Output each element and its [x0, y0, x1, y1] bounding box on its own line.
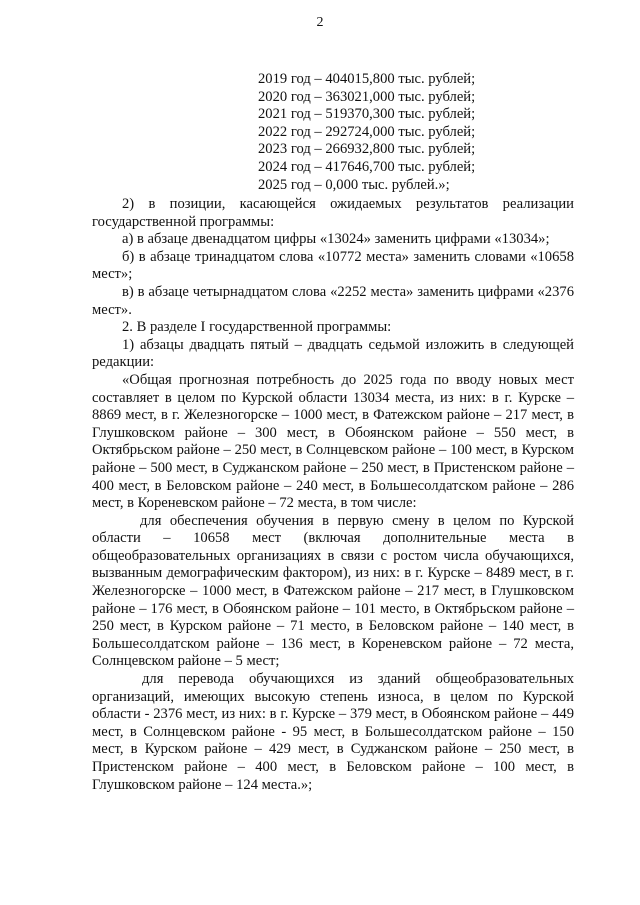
funding-by-year-list	[258, 71, 558, 194]
paragraph-item-1: 1) абзацы двадцать пятый – двадцать седьмой изложить в следующей редакции:	[92, 336, 574, 371]
paragraph-first-shift: для обеспечения обучения в первую смену в целом по Курской области – 10658 мест (включая дополнительные места в общеобразовательных организациях в связи с ростом числа обучающихся, вызванным демографическим фактором), из них: в г. Курске – 8489 мест, в г. Железногорске – 1000 мест, в Фатежском районе – 217 мест, в Глушковском районе – 176 мест, в Обоянском районе – 101 место, в Октябрьском районе – 250 мест, в Курском районе – 71 место, в Беловском районе – 140 мест, в Большесолдатском районе – 136 мест, в Кореневском районе – 72 места, Солнцевском районе – 5 мест;	[92, 512, 574, 670]
funding-year-line: 2019 год – 404015,800 тыс. рублей;	[258, 71, 476, 87]
funding-year-line: 2023 год – 266932,800 тыс. рублей;	[258, 141, 476, 158]
page-number: 2	[316, 15, 324, 30]
paragraph-section-i: 2. В разделе I государственной программы:	[122, 319, 392, 336]
funding-year-line: 2024 год – 417646,700 тыс. рублей;	[258, 158, 476, 175]
paragraph-sub-c: в) в абзаце четырнадцатом слова «2252 места» заменить цифрами «2376 мест».	[92, 283, 574, 318]
paragraph-sub-b: б) в абзаце тринадцатом слова «10772 места» заменить словами «10658 мест»;	[92, 248, 574, 283]
paragraph-general-need: «Общая прогнозная потребность до 2025 года по вводу новых мест составляет в целом по Курской области 13034 места, из них: в г. Курске – 8869 мест, в г. Железногорске – 1000 мест, в Фатежском районе – 217 мест, в Глушковском районе – 300 мест, в Обоянском районе – 550 мест, в Октябрьском районе – 250 мест, в Солнцевском районе – 100 мест, в Курском районе – 500 мест, в Суджанском районе – 250 мест, в Пристенском районе – 400 мест, в Беловском районе – 240 мест, в Большесолдатском районе – 286 мест, в Кореневском районе – 72 места, в том числе:	[92, 371, 574, 512]
funding-year-line: 2020 год – 363021,000 тыс. рублей;	[258, 88, 476, 105]
paragraph-transfer: для перевода обучающихся из зданий общеобразовательных организаций, имеющих высокую степень износа, в целом по Курской области - 2376 мест, из них: в г. Курске – 379 мест, в Обоянском районе – 449 мест, в Солнцевском районе - 95 мест, в Большесолдатском районе – 150 мест, в Курском районе – 429 мест, в Суджанском районе – 250 мест, в Пристенском районе – 400 мест, в Беловском районе – 100 мест, в Глушковском районе – 124 места.»;	[92, 671, 574, 793]
document-body	[92, 196, 574, 794]
funding-year-line: 2022 год – 292724,000 тыс. рублей;	[258, 123, 476, 140]
funding-year-line: 2021 год – 519370,300 тыс. рублей;	[258, 106, 476, 123]
paragraph-item-2: 2) в позиции, касающейся ожидаемых результатов реализации государственной программы:	[92, 196, 574, 230]
paragraph-sub-a: а) в абзаце двенадцатом цифры «13024» заменить цифрами «13034»;	[122, 231, 550, 248]
funding-year-line: 2025 год – 0,000 тыс. рублей.»;	[258, 176, 450, 193]
